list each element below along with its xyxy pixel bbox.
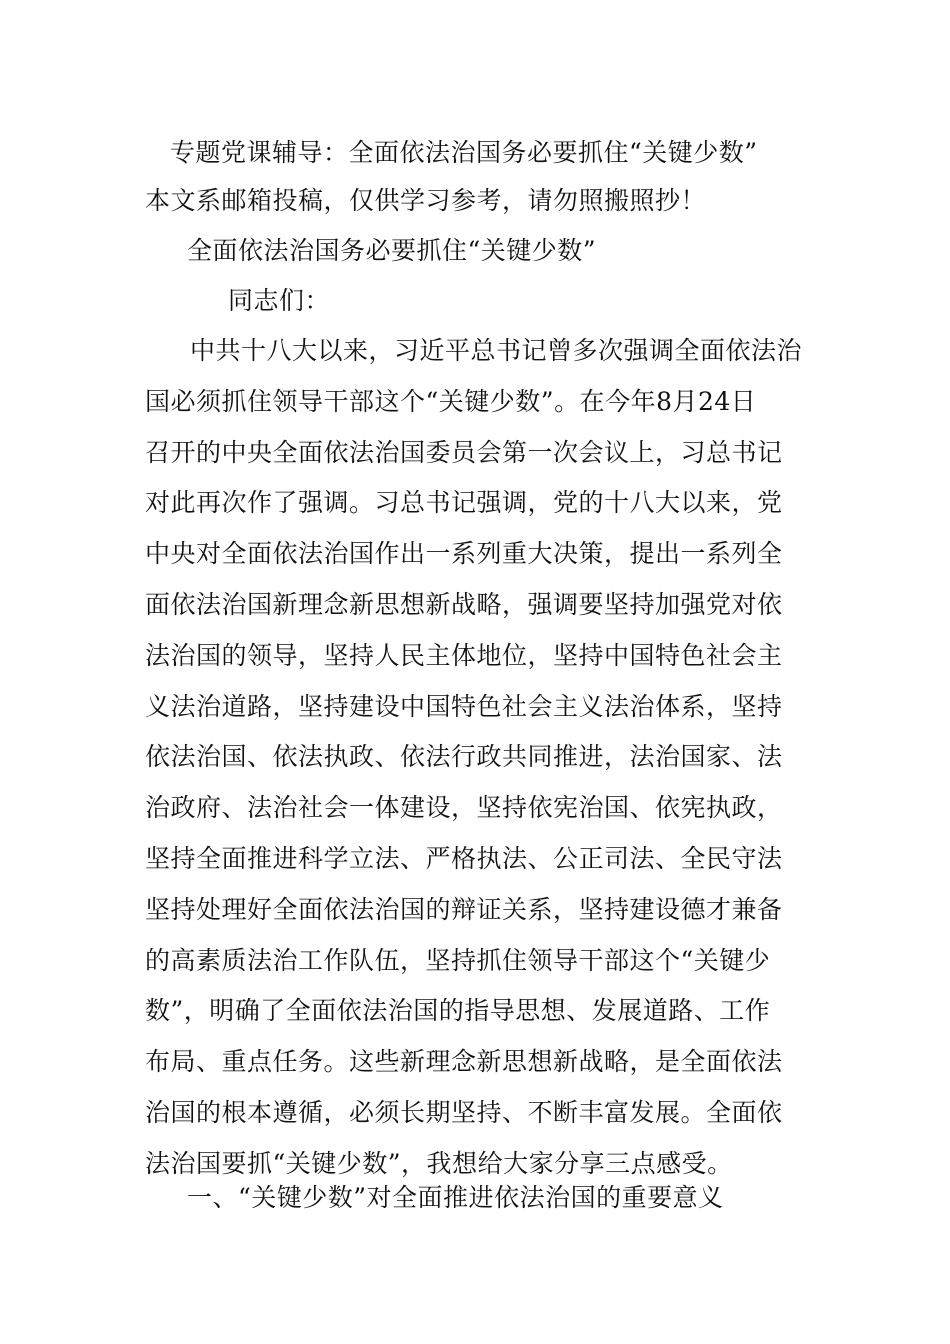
body-line: 对此再次作了强调。习总书记强调，党的十八大以来，党 xyxy=(145,488,783,518)
body-line: 治政府、法治社会一体建设，坚持依宪治国、依宪执政， xyxy=(145,793,783,823)
body-line: 坚持处理好全面依法治国的辩证关系，坚持建设德才兼备 xyxy=(145,894,783,924)
salutation: 同志们： xyxy=(228,286,331,315)
section-heading: 一、“关键少数”对全面推进依法治国的重要意义 xyxy=(187,1183,724,1212)
body-line: 中共十八大以来，习近平总书记曾多次强调全面依法治 xyxy=(190,336,803,365)
body-line: 依法治国、依法执政、依法行政共同推进，法治国家、法 xyxy=(145,742,783,772)
body-paragraph xyxy=(145,336,825,1200)
body-line: 法治国的领导，坚持人民主体地位，坚持中国特色社会主 xyxy=(145,640,783,670)
body-line: 法治国要抓“关键少数”，我想给大家分享三点感受。 xyxy=(145,1148,733,1178)
document-subtitle: 全面依法治国务必要抓住“关键少数” xyxy=(187,236,597,265)
document-title-line: 专题党课辅导：全面依法治国务必要抓住“关键少数” xyxy=(170,138,758,167)
body-line: 召开的中央全面依法治国委员会第一次会议上，习总书记 xyxy=(145,437,783,467)
body-line: 布局、重点任务。这些新理念新思想新战略，是全面依法 xyxy=(145,1047,783,1077)
body-line: 国必须抓住领导干部这个“关键少数”。在今年8月24日 xyxy=(145,386,757,416)
submission-note: 本文系邮箱投稿，仅供学习参考，请勿照搬照抄！ xyxy=(145,186,707,215)
body-line: 中央对全面依法治国作出一系列重大决策，提出一系列全 xyxy=(145,539,783,569)
body-line: 面依法治国新理念新思想新战略，强调要坚持加强党对依 xyxy=(145,589,783,619)
body-line: 坚持全面推进科学立法、严格执法、公正司法、全民守法 xyxy=(145,843,783,873)
body-line: 的高素质法治工作队伍，坚持抓住领导干部这个“关键少 xyxy=(145,945,771,975)
body-line: 义法治道路，坚持建设中国特色社会主义法治体系，坚持 xyxy=(145,691,783,721)
body-line: 数”，明确了全面依法治国的指导思想、发展道路、工作 xyxy=(145,996,771,1026)
body-line: 治国的根本遵循，必须长期坚持、不断丰富发展。全面依 xyxy=(145,1097,783,1127)
